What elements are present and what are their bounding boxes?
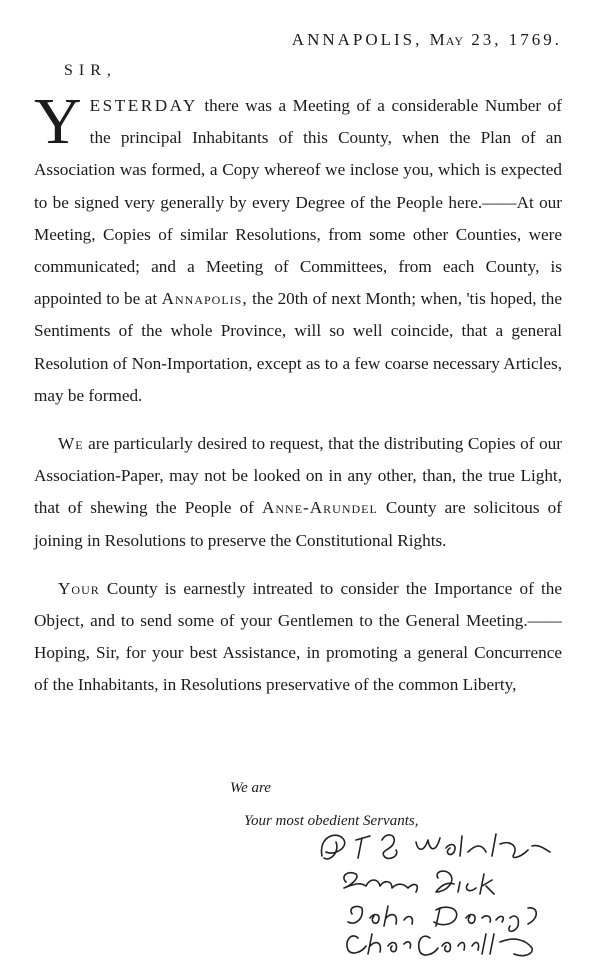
paragraph-1-lead: ESTERDAY xyxy=(89,96,198,115)
signature-dorsey xyxy=(348,906,536,931)
paragraph-1 xyxy=(34,85,562,412)
paragraph-2-text-2: County are solicitous of joining in Resolutions to preserve the Constitutional Rights. xyxy=(34,498,562,550)
salutation: SIR, xyxy=(64,62,117,79)
closing-line-2: Your most obedient Servants, xyxy=(244,813,419,829)
paragraph-2-lead: We xyxy=(58,434,84,454)
closing-line-1: We are xyxy=(230,780,271,796)
paragraph-1-place: Annapolis, xyxy=(161,289,248,309)
dateline-date: 23, 1769. xyxy=(471,30,562,49)
paragraph-2 xyxy=(34,428,562,557)
signature-carroll xyxy=(347,934,532,956)
paragraph-2-text: are particularly desired to request, that the distributing Copies of our Association-Paper, may not be looked on in any other, than, the true Light, that of shewing the People of xyxy=(34,434,562,518)
letter-body xyxy=(34,85,562,702)
paragraph-3-text: County is earnestly intreated to consider the Importance of the Object, and to send some of your Gentlemen to the General Meeting.——Hoping, Sir, for your best Assistance, in promoting a general Concurrence of the Inhabitants, in Resolutions preservative of the common Liberty, xyxy=(34,578,562,695)
dateline xyxy=(292,30,562,50)
signature-worthington xyxy=(321,834,550,859)
paragraph-1-text-2: the 20th of next Month; when, 'tis hoped, the Sentiments of the whole Province, will so well coincide, that a general Resolution of Non-Importation, except as to a few coarse necessary Articles, may be formed. xyxy=(34,289,562,405)
dateline-place: ANNAPOLIS, xyxy=(291,30,423,49)
paragraph-3-lead: Your xyxy=(58,578,100,598)
signatures-image xyxy=(300,822,580,962)
drop-cap: Y xyxy=(34,85,82,158)
paragraph-3 xyxy=(34,573,562,702)
signature-dick xyxy=(344,871,494,894)
paragraph-1-text: there was a Meeting of a considerable Number of the principal Inhabitants of this County, when the Plan of an Association was formed, a Copy whereof we inclose you, which is expected to be signed very generally by every Degree of the People here.——At our Meeting, Copies of similar Resolutions, from some other Counties, were communicated; and a Meeting of Committees, from each County, is appointed to be at xyxy=(34,96,562,309)
paragraph-2-county: Anne-Arundel xyxy=(261,498,378,518)
dateline-month: May xyxy=(429,30,464,49)
